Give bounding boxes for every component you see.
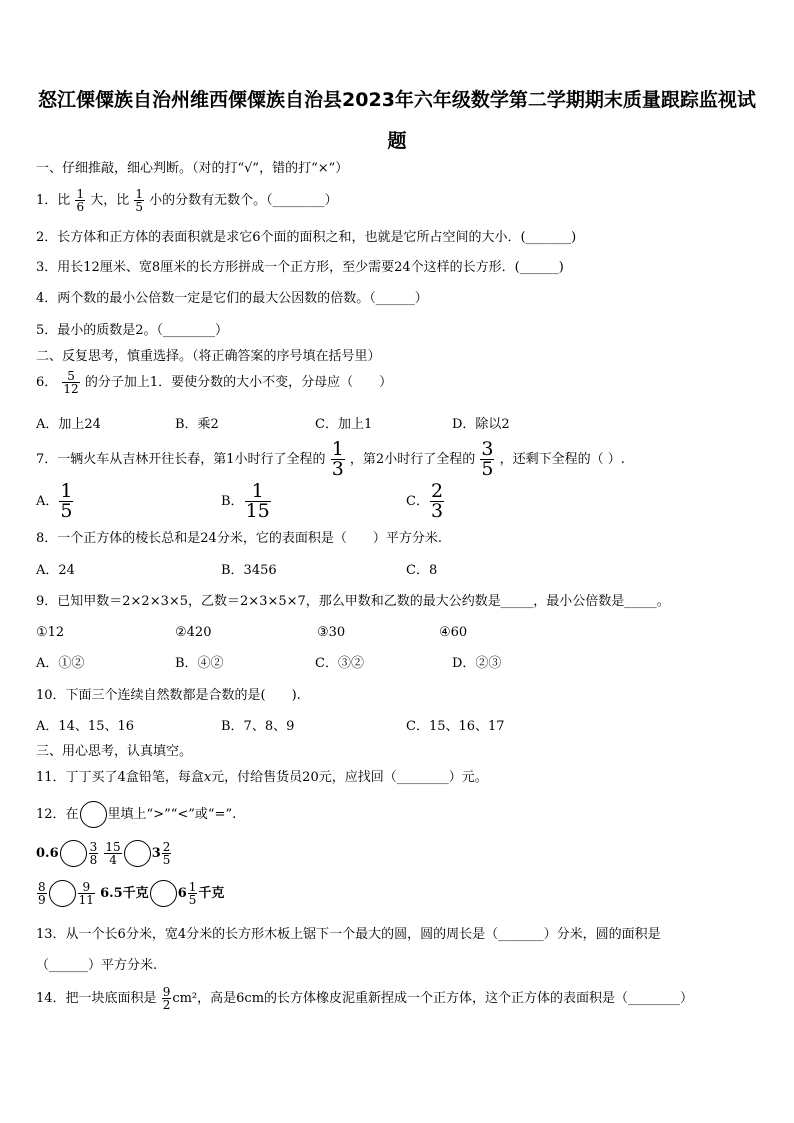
question-14: 14．把一块底面积是 $\frac{9}{2}$ cm²，高是6cm的长方体橡皮泥重新捏成一个正方体，这个正方体的表面积是（________）: [36, 985, 694, 1012]
document-title-line2: 题: [387, 130, 407, 152]
section2-heading: 二、反复思考，慎重选择。（将正确答案的序号填在括号里）: [36, 349, 381, 364]
option-c: C．③②: [315, 656, 364, 671]
option-b: B．乘2: [175, 417, 219, 432]
option-a: A． $\frac{1}{5}$: [36, 480, 73, 522]
fraction: $\frac{1}{5}$: [135, 187, 144, 214]
answer-circle: [80, 801, 107, 828]
answer-circle: [60, 840, 87, 867]
question-4: 4．两个数的最小公倍数一定是它们的最大公因数的倍数。（______）: [36, 291, 428, 306]
question-7: 7．一辆火车从吉林开往长春，第1小时行了全程的 $\frac{1}{3}$ ，第2小时行了全程的 $\frac{3}{5}$ ，还剩下全程的（ ）.: [36, 438, 625, 480]
question-13-line1: 13．从一个长6分米，宽4分米的长方形木板上锯下一个最大的圆，圆的周长是（_______）分米，圆的面积是: [36, 927, 661, 942]
section1-heading: 一、仔细推敲，细心判断。（对的打“√”，错的打“×”）: [36, 161, 349, 176]
question-12-row2: $\frac{8}{9}$ $\frac{9}{11}$ 6.5千克 6 $\frac{1}{5}$ 千克: [38, 880, 225, 907]
fraction: $\frac{5}{12}$: [63, 369, 79, 396]
question-8: 8．一个正方体的棱长总和是24分米，它的表面积是（ ）平方分米.: [36, 531, 442, 546]
fraction: $\frac{1}{6}$: [76, 187, 85, 214]
option-b: B．④②: [175, 656, 224, 671]
answer-circle: [150, 880, 177, 907]
option-b: B． $\frac{1}{15}$: [221, 480, 270, 522]
question-5: 5．最小的质数是2。（________）: [36, 323, 229, 338]
option-d: D．②③: [452, 656, 502, 671]
question-3: 3．用长12厘米、宽8厘米的长方形拼成一个正方形，至少需要24个这样的长方形．(______): [36, 260, 564, 275]
item-1: ①12: [36, 625, 65, 640]
option-b: B．3456: [221, 563, 277, 578]
question-7-options: [36, 482, 764, 526]
fraction: $\frac{9}{2}$: [162, 985, 171, 1012]
option-c: C．加上1: [315, 417, 373, 432]
answer-circle: [49, 880, 76, 907]
section3-heading: 三、用心思考，认真填空。: [36, 744, 193, 759]
option-c: C．8: [406, 563, 438, 578]
item-4: ④60: [439, 625, 468, 640]
document-title-line1: 怒江傈僳族自治州维西傈僳族自治县2023年六年级数学第二学期期末质量跟踪监视试: [38, 89, 756, 111]
option-a: A．14、15、16: [36, 719, 135, 734]
option-c: C． $\frac{2}{3}$: [406, 480, 444, 522]
question-10: 10．下面三个连续自然数都是合数的是( ).: [36, 688, 301, 703]
question-9: 9．已知甲数＝2×2×3×5，乙数＝2×3×5×7，那么甲数和乙数的最大公约数是_____，最小公倍数是_____。: [36, 594, 670, 609]
question-11: 11．丁丁买了4盒铅笔，每盒x元，付给售货员20元，应找回（________）元。: [36, 770, 488, 785]
option-a: A．24: [36, 563, 75, 578]
question-12: 12．在 里填上“>”“<”或“=”.: [36, 801, 764, 828]
option-a: A．加上24: [36, 417, 101, 432]
question-12-row1: 0.6 $\frac{3}{8}$ $\frac{15}{4}$ 3 $\frac{2}{5}$: [36, 840, 171, 867]
fraction: $\frac{3}{5}$: [481, 438, 494, 480]
option-d: D．除以2: [452, 417, 510, 432]
question-13-line2: （______）平方分米.: [36, 958, 158, 973]
option-a: A．①②: [36, 656, 85, 671]
answer-circle: [124, 840, 151, 867]
option-b: B．7、8、9: [221, 719, 295, 734]
item-2: ②420: [175, 625, 212, 640]
item-3: ③30: [317, 625, 346, 640]
option-c: C．15、16、17: [406, 719, 505, 734]
question-1: 1．比 $\frac{1}{6}$ 大，比 $\frac{1}{5}$ 小的分数有无数个。（________）: [36, 187, 338, 214]
question-6: 6． $\frac{5}{12}$ 的分子加上1．要使分数的大小不变，分母应（ ）: [36, 369, 393, 396]
question-2: 2．长方体和正方体的表面积就是求它6个面的面积之和，也就是它所占空间的大小．(_______): [36, 230, 577, 245]
fraction: $\frac{1}{3}$: [331, 438, 344, 480]
